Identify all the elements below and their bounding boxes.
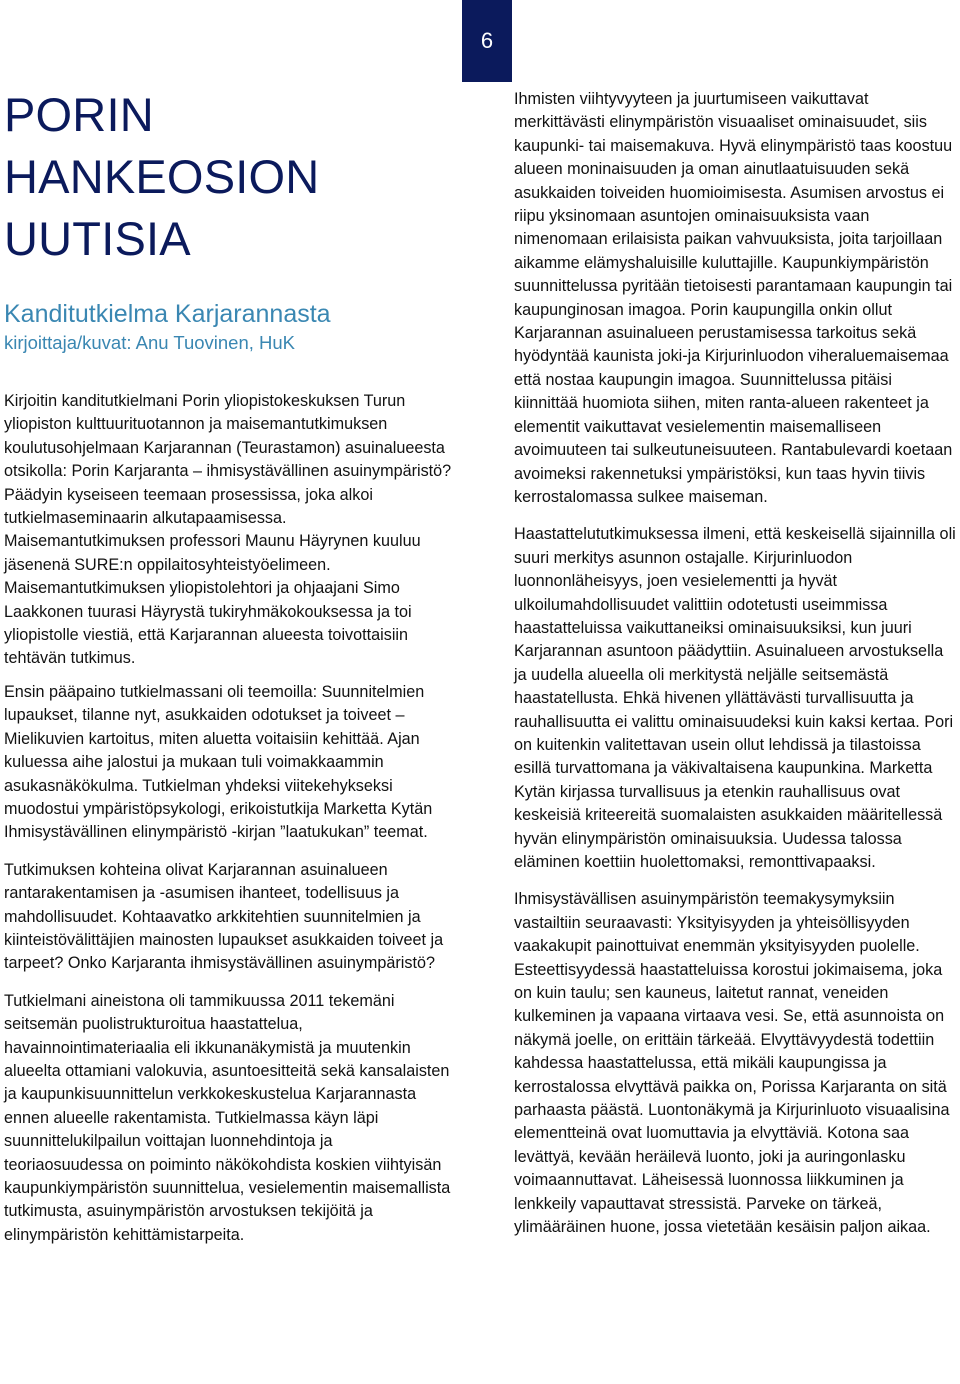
title-line: UUTISIA: [4, 212, 191, 265]
newsletter-title: [4, 84, 452, 270]
article-title: Kanditutkielma Karjarannasta: [4, 300, 331, 328]
body-paragraph: Tutkimuksen kohteina olivat Karjarannan asuinalueen rantarakentamisen ja -asumisen ihanteet, todellisuus ja mahdollisuudet. Kohtaavatko arkkitehtien suunnitelmien ja kiinteistövälittäjien mainosten lupaukset asukkaiden toiveet ja tarpeet? Onko Karjaranta ihmisystävällinen asuinympäristö?: [4, 860, 444, 973]
body-paragraph: Tutkielmani aineistona oli tammikuussa 2011 tekemäni seitsemän puolistrukturoitua haastattelua, havainnointimateriaalia eli ikkunanäkymistä ja muutenkin alueelta ottamiani valokuvia, asuntoesitteitä sekä kansalaisten ja kaupunkisuunnittelun verkkokeskustelua Karjarannasta ennen alueelle rakentamista. Tutkielmassa käyn läpi suunnittelukilpailun voittajan luonnehdintoja ja teoriaosuudessa on poiminto näkökohdista koskien viihtyisän kaupunkiympäristön suunnittelua, vesielementin maisemallista tutkimusta, asuinympäristön arvostuksen tekijöitä ja elinympäristön kehittämistarpeita.: [4, 991, 451, 1244]
body-paragraph: Ihmisten viihtyvyyteen ja juurtumiseen vaikuttavat merkittävästi elinympäristön visuaaliset ominaisuudet, siis kaupunki- tai maisemakuva. Hyvä elinympäristö taas koostuu alueen moninaisuuden ja oman ainutlaatuisuuden sekä asukkaiden toiveiden huomioimisesta. Asumisen arvostus ei riipu yksinomaan asuntojen ominaisuuksista vaan nimenomaan erilaisista paikan vahvuuksista, joita tarjoillaan aikamme elämyshaluisille kuluttajille. Kaupunkiympäristön suunnittelussa pyritään tietoisesti parantamaan kaupungin tai kaupunginosan imagoa. Porin kaupungilla onkin ollut Karjarannan asuinalueen perustamisessa tarkoitus sekä hyödyntää kaunista joki-ja Kirjurinluodon viheraluemaisemaa että nostaa kaupungin imagoa. Suunnittelussa pitäisi kiinnittää huomiota siihen, miten ranta-alueen rakenteet ja elementit vaikuttavat vesielementin maisemalliseen avoimuuteen tai sulkeutuneisuuteen. Rantabulevardi koetaan avoimeksi rakennetuksi ympäristöksi, kun taas hyvin tiivis kerrostalomassa sulkee maiseman.: [514, 90, 953, 506]
title-line: PORIN: [4, 88, 154, 141]
page-number-badge: [462, 0, 512, 82]
body-paragraph: Kirjoitin kanditutkielmani Porin yliopistokeskuksen Turun yliopiston kulttuurituotannon ja maisemantutkimuksen koulutusohjelmaan Karjarannan (Teurastamon) asuinalueesta otsikolla: Porin Karjaranta – ihmisystävällinen asuinympäristö? Päädyin kyseiseen teemaan prosessissa, joka alkoi tutkielmaseminaarin alkutapaamisessa. Maisemantutkimuksen professori Maunu Häyrynen kuuluu jäsenenä SURE:n oppilaitosyhteistyöelimeen. Maisemantutkimuksen yliopistolehtori ja ohjaajani Simo Laakkonen tuurasi Häyrystä tukiryhmäkokouksessa ja toi yliopistolle viestiä, että Karjarannan alueesta toivottaisiin tehtävän tutkimus.: [4, 392, 452, 668]
right-column: [514, 88, 960, 1240]
article-byline: kirjoittaja/kuvat: Anu Tuovinen, HuK: [4, 332, 296, 353]
body-paragraph: Haastattelututkimuksessa ilmeni, että keskeisellä sijainnilla oli suuri merkitys asunnon ostajalle. Kirjurinluodon luonnonläheisyys, joen vesielementti ja hyvät ulkoilumahdollisuudet valittiin odotetusti useimmissa haastatteluissa vaikuttaneiksi ominaisuuksiksi, kun juuri Karjarannan asuntoon päädyttiin. Asuinalueen arvostuksella ja uudella alueella oli merkitystä neljälle seitsemästä haastatellusta. Ehkä hivenen yllättävästi turvallisuutta ja rauhallisuutta ei valittu ominaisuudeksi kuin kaksi kertaa. Pori on kuitenkin valitettavan usein ollut lehdissä ja tilastoissa esillä turvattomana ja väkivaltaisena kaupunkina. Marketta Kytän kirjassa turvallisuus ja etenkin rauhallisuus ovat keskeisiä kriteereitä suomalaisten asukkaiden määritellessä hyvän elinympäristön ominaisuuksia. Uudessa talossa eläminen koettiin huolettomaksi, remonttivapaaksi.: [514, 525, 956, 871]
page-number: 6: [480, 28, 494, 53]
body-paragraph: Ensin pääpaino tutkielmassani oli teemoilla: Suunnitelmien lupaukset, tilanne nyt, asukkaiden odotukset ja toiveet – Mielikuvien kartoitus, miten aluetta voitaisiin kehittää. Ajan kuluessa aihe jalostui ja mukaan tuli voimakkaammin asukasnäkökulma. Tutkielman yhdeksi viitekehykseksi muodostui ympäristöpsykologi, erikoistutkija Marketta Kytän Ihmisystävällinen elinympäristö -kirjan ”laatukukan” teemat.: [4, 682, 433, 842]
left-column: [4, 84, 452, 1247]
title-line: HANKEOSION: [4, 150, 320, 203]
body-paragraph: Ihmisystävällisen asuinympäristön teemakysymyksiin vastailtiin seuraavasti: Yksityisyyden ja yhteisöllisyyden vaakakupit painottuivat enemmän yksityisyyden puolelle. Esteettisyydessä haastatteluissa korostui jokimaisema, joka on kuin taulu; sen kauneus, laitetut rannat, veneiden kulkeminen ja vapaana virtaava vesi. Se, että asunnoista on näkymä joelle, on erittäin tärkeää. Elvyttävyydestä todettiin kahdessa haastattelussa, että mikäli kaupungissa ja kerrostalossa elvyttävä paikka on, Porissa Karjaranta on sitä parhaasta päästä. Luontonäkymä ja Kirjurinluoto visuaalisina elementteinä ovat luomuttavia ja elvyttäviä. Kotona saa levättyä, kevään heräilevä luonto, joki ja auringonlasku voimaannuttavat. Läheisessä luonnossa liikkuminen ja lenkkeily vapauttavat stressistä. Parveke on tärkeä, ylimääräinen huone, jossa vietetään kesäisin paljon aikaa.: [514, 890, 950, 1237]
